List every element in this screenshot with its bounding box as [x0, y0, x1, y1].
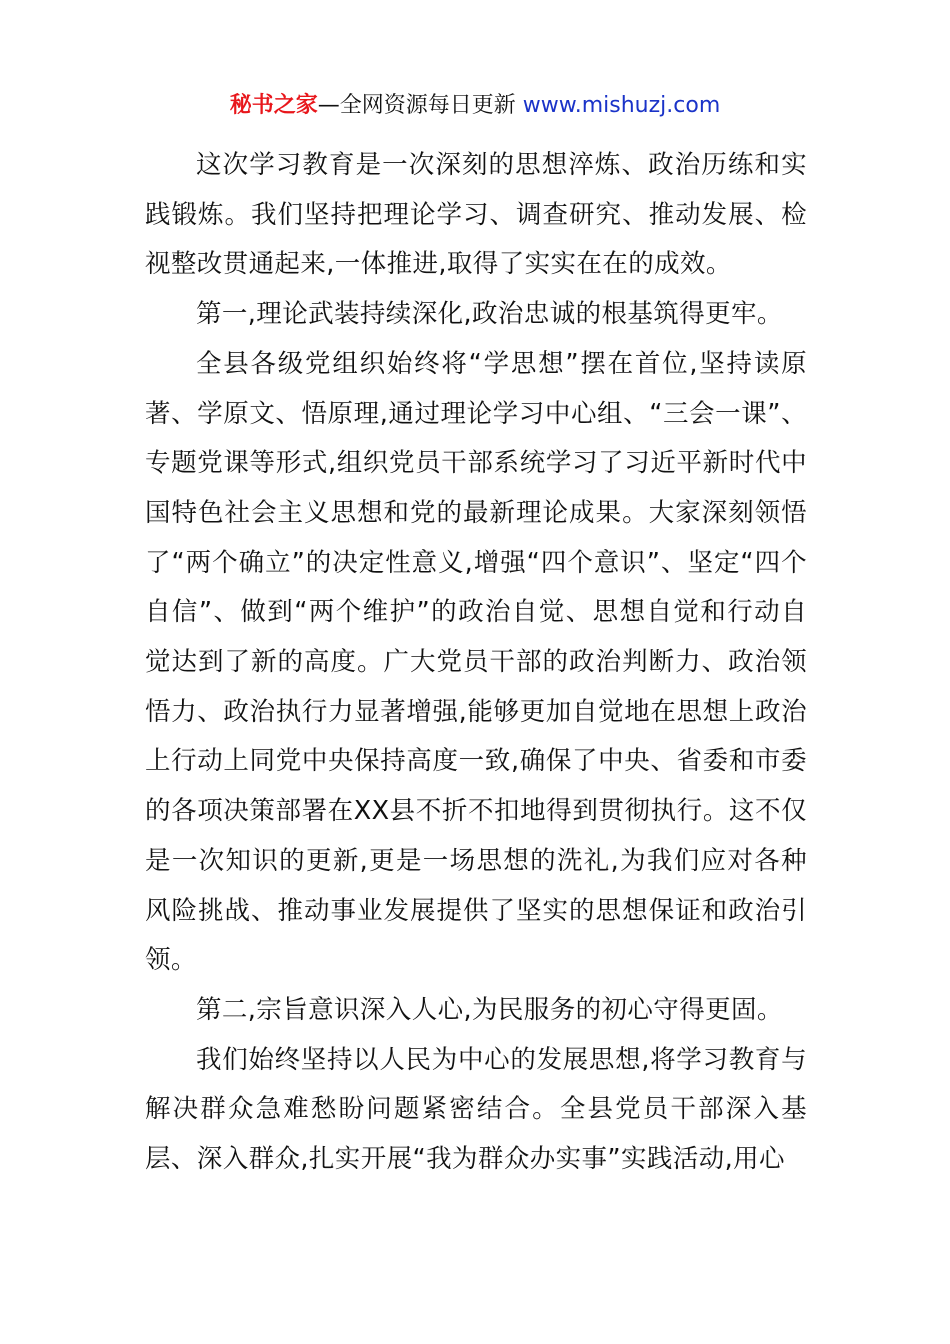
paragraph-intro: 这次学习教育是一次深刻的思想淬炼、政治历练和实践锻炼。我们坚持把理论学习、调查研究、推动发展、检视整改贯通起来,一体推进,取得了实实在在的成效。 — [145, 150, 807, 280]
paragraph-heading-second: 第二,宗旨意识深入人心,为民服务的初心守得更固。 — [196, 994, 783, 1025]
paragraph-theory: 全县各级党组织始终将“学思想”摆在首位,坚持读原著、学原文、悟原理,通过理论学习中心组、“三会一课”、专题党课等形式,组织党员干部系统学习了习近平新时代中国特色社会主义思想和党的最新理论成果。大家深刻领悟了“两个确立”的决定性意义,增强“四个意识”、坚定“四个自信”、做到“两个维护”的政治自觉、思想自觉和行动自觉达到了新的高度。广大党员干部的政治判断力、政治领悟力、政治执行力显著增强,能够更加自觉地在思想上政治上行动上同党中央保持高度一致,确保了中央、省委和市委的各项决策部署在XX县不折不扣地得到贯彻执行。这不仅是一次知识的更新,更是一场思想的洗礼,为我们应对各种风险挑战、推动事业发展提供了坚实的思想保证和政治引领。 — [145, 348, 807, 976]
brand-name: 秘书之家 — [229, 93, 318, 118]
paragraph-people-centered: 我们始终坚持以人民为中心的发展思想,将学习教育与解决群众急难愁盼问题紧密结合。全县党员干部深入基层、深入群众,扎实开展“我为群众办实事”实践活动,用心 — [145, 1044, 807, 1175]
page-header — [0, 86, 950, 126]
website-link[interactable]: www.mishuzj.com — [522, 93, 721, 118]
document-body — [145, 141, 807, 1185]
header-tagline: —全网资源每日更新 — [317, 93, 523, 118]
paragraph-heading-first: 第一,理论武装持续深化,政治忠诚的根基筑得更牢。 — [196, 299, 783, 330]
